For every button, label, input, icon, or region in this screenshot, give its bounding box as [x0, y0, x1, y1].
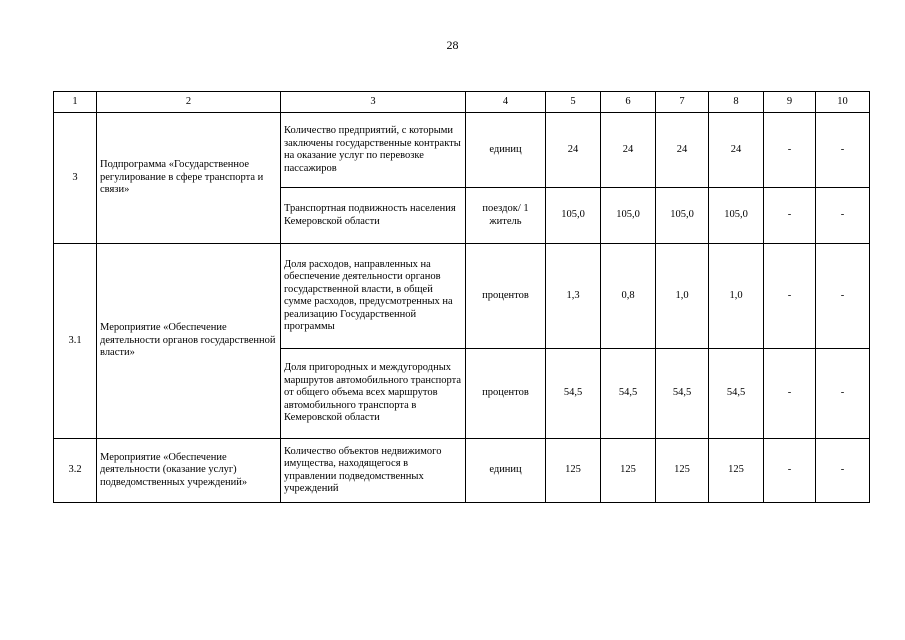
- item-number: 3: [54, 113, 97, 244]
- item-number: 3.1: [54, 244, 97, 439]
- value-cell: -: [764, 439, 816, 503]
- value-cell: 1,3: [546, 244, 601, 349]
- unit-cell: процентов: [466, 349, 546, 439]
- column-header: 2: [97, 92, 281, 113]
- unit-cell: процентов: [466, 244, 546, 349]
- column-header: 10: [816, 92, 870, 113]
- value-cell: 105,0: [709, 188, 764, 244]
- value-cell: 105,0: [656, 188, 709, 244]
- unit-cell: единиц: [466, 439, 546, 503]
- value-cell: 125: [709, 439, 764, 503]
- table-row: [54, 439, 870, 503]
- value-cell: -: [816, 244, 870, 349]
- indicator-cell: Доля расходов, направленных на обеспечение деятельности органов государственной власти, в общей сумме расходов, предусмотренных на реализацию Государственной программы: [281, 244, 466, 349]
- header-row: [54, 92, 870, 113]
- value-cell: 24: [709, 113, 764, 188]
- value-cell: 54,5: [709, 349, 764, 439]
- value-cell: 54,5: [656, 349, 709, 439]
- value-cell: 24: [601, 113, 656, 188]
- indicator-cell: Количество предприятий, с которыми заключены государственные контракты на оказание услуг по перевозке пассажиров: [281, 113, 466, 188]
- value-cell: -: [816, 188, 870, 244]
- item-name: Мероприятие «Обеспечение деятельности органов государственной власти»: [97, 244, 281, 439]
- value-cell: -: [764, 188, 816, 244]
- indicator-cell: Транспортная подвижность населения Кемеровской области: [281, 188, 466, 244]
- value-cell: 125: [656, 439, 709, 503]
- column-header: 8: [709, 92, 764, 113]
- column-header: 6: [601, 92, 656, 113]
- value-cell: -: [764, 349, 816, 439]
- value-cell: 0,8: [601, 244, 656, 349]
- value-cell: -: [764, 244, 816, 349]
- indicator-cell: Количество объектов недвижимого имущества, находящегося в управлении подведомственных учреждений: [281, 439, 466, 503]
- value-cell: 54,5: [546, 349, 601, 439]
- column-header: 9: [764, 92, 816, 113]
- table-row: [54, 113, 870, 188]
- column-header: 5: [546, 92, 601, 113]
- column-header: 1: [54, 92, 97, 113]
- indicators-table: [53, 91, 870, 503]
- unit-cell: единиц: [466, 113, 546, 188]
- value-cell: 54,5: [601, 349, 656, 439]
- value-cell: 125: [601, 439, 656, 503]
- value-cell: 1,0: [656, 244, 709, 349]
- unit-cell: поездок/ 1 житель: [466, 188, 546, 244]
- item-number: 3.2: [54, 439, 97, 503]
- indicator-cell: Доля пригородных и междугородных маршрутов автомобильного транспорта от общего объема всех маршрутов автомобильного транспорта в Кемеровской области: [281, 349, 466, 439]
- column-header: 3: [281, 92, 466, 113]
- column-header: 4: [466, 92, 546, 113]
- item-name: Подпрограмма «Государственное регулирование в сфере транспорта и связи»: [97, 113, 281, 244]
- value-cell: 105,0: [546, 188, 601, 244]
- item-name: Мероприятие «Обеспечение деятельности (оказание услуг) подведомственных учреждений»: [97, 439, 281, 503]
- value-cell: 105,0: [601, 188, 656, 244]
- value-cell: -: [816, 439, 870, 503]
- value-cell: -: [816, 349, 870, 439]
- table-row: [54, 244, 870, 349]
- value-cell: 24: [656, 113, 709, 188]
- column-header: 7: [656, 92, 709, 113]
- page-number: 28: [446, 38, 459, 52]
- value-cell: -: [764, 113, 816, 188]
- value-cell: -: [816, 113, 870, 188]
- value-cell: 125: [546, 439, 601, 503]
- value-cell: 1,0: [709, 244, 764, 349]
- value-cell: 24: [546, 113, 601, 188]
